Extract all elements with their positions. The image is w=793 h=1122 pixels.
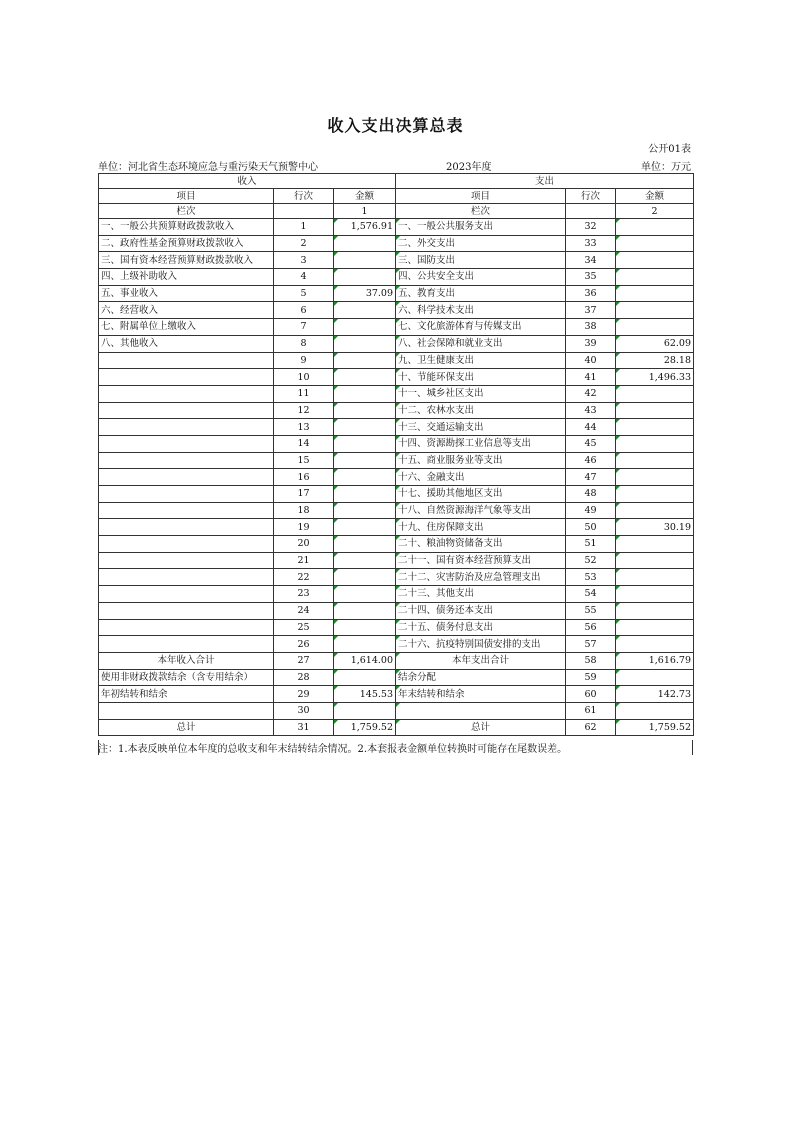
expense-item-label: 六、科学技术支出 [396,302,566,319]
report-year: 2023年度 [446,162,492,173]
expense-amount [616,235,694,252]
expense-item-label: 十四、资源勘探工业信息等支出 [396,435,566,452]
expense-row-no: 61 [566,702,616,719]
income-row-no: 26 [274,636,334,653]
table-row [99,335,694,352]
report-title: 收入支出决算总表 [327,116,464,135]
expense-row-no: 52 [566,552,616,569]
expense-amount [616,586,694,603]
expense-row-no: 47 [566,469,616,486]
expense-amount [616,552,694,569]
expense-row-no: 39 [566,335,616,352]
expense-row-no: 33 [566,235,616,252]
income-item-label [99,519,274,536]
income-item-label: 八、其他收入 [99,335,274,352]
expense-item-label: 十、节能环保支出 [396,369,566,386]
income-row-no: 5 [274,285,334,302]
table-row [99,319,694,336]
income-row-no: 8 [274,335,334,352]
income-row-no: 16 [274,469,334,486]
expense-row-no: 41 [566,369,616,386]
table-row [99,636,694,653]
income-item-label [99,385,274,402]
income-row-no: 4 [274,269,334,286]
income-row-no: 17 [274,486,334,503]
income-row-no: 15 [274,452,334,469]
income-column-index: 1 [334,204,396,219]
income-amount-header: 金额 [334,189,396,204]
income-item-label [99,402,274,419]
expense-row-no: 36 [566,285,616,302]
expense-item-label: 十三、交通运输支出 [396,419,566,436]
table-row [99,519,694,536]
expense-row-no: 57 [566,636,616,653]
expense-amount [616,569,694,586]
expense-item-label: 二十五、债务付息支出 [396,619,566,636]
reporting-unit: 单位：河北省生态环境应急与重污染天气预警中心 [98,162,318,173]
expense-item-label: 二十一、国有资本经营预算支出 [396,552,566,569]
income-amount [334,435,396,452]
income-item-label: 六、经营收入 [99,302,274,319]
income-item-label [99,536,274,553]
income-amount [334,536,396,553]
income-amount [334,252,396,269]
table-row [99,252,694,269]
expense-amount [616,419,694,436]
income-row-no: 9 [274,352,334,369]
income-row-no-blank [274,204,334,219]
table-row [99,419,694,436]
income-item-label: 七、附属单位上缴收入 [99,319,274,336]
income-row-no: 23 [274,586,334,603]
income-amount [334,269,396,286]
income-row-no: 13 [274,419,334,436]
income-item-label: 四、上级补助收入 [99,269,274,286]
table-row [99,552,694,569]
income-amount: 145.53 [334,686,396,703]
expense-amount: 1,496.33 [616,369,694,386]
income-row-no: 20 [274,536,334,553]
income-row-no: 27 [274,652,334,669]
expense-row-no: 54 [566,586,616,603]
expense-item-label: 十二、农林水支出 [396,402,566,419]
expense-item-label: 四、公共安全支出 [396,269,566,286]
income-amount [334,486,396,503]
note-border-right [692,740,693,755]
column-header-row [99,189,694,204]
expense-row-no: 35 [566,269,616,286]
expense-row-no: 44 [566,419,616,436]
expense-amount: 142.73 [616,686,694,703]
expense-row-no: 60 [566,686,616,703]
table-row [99,569,694,586]
expense-amount [616,302,694,319]
income-amount [334,235,396,252]
expense-amount [616,252,694,269]
expense-amount-header: 金额 [616,189,694,204]
expense-amount: 30.19 [616,519,694,536]
expense-amount [616,269,694,286]
expense-amount [616,285,694,302]
income-row-no: 2 [274,235,334,252]
income-expense-table [98,173,694,736]
expense-row-no: 34 [566,252,616,269]
income-row-no: 18 [274,502,334,519]
table-row [99,269,694,286]
income-amount [334,402,396,419]
expense-amount [616,385,694,402]
expense-amount [616,602,694,619]
income-row-no: 29 [274,686,334,703]
table-row [99,536,694,553]
summary-row [99,719,694,736]
expense-row-no: 51 [566,536,616,553]
expense-row-no: 40 [566,352,616,369]
summary-row [99,669,694,686]
expense-amount: 1,759.52 [616,719,694,736]
income-item-label [99,419,274,436]
income-row-no: 30 [274,702,334,719]
income-row-no: 3 [274,252,334,269]
income-amount [334,385,396,402]
income-amount [334,469,396,486]
expense-amount [616,619,694,636]
table-row [99,402,694,419]
table-row [99,235,694,252]
income-row-no: 7 [274,319,334,336]
table-row [99,285,694,302]
expense-item-label: 总计 [396,719,566,736]
income-amount [334,452,396,469]
income-amount [334,302,396,319]
income-amount [334,519,396,536]
income-item-label [99,552,274,569]
expense-item-label: 二十、粮油物资储备支出 [396,536,566,553]
expense-item-label: 结余分配 [396,669,566,686]
income-item-label [99,369,274,386]
expense-item-label: 二十二、灾害防治及应急管理支出 [396,569,566,586]
income-item-label [99,469,274,486]
income-row-no: 11 [274,385,334,402]
expense-row-no: 48 [566,486,616,503]
income-amount: 1,759.52 [334,719,396,736]
income-amount [334,669,396,686]
table-row [99,602,694,619]
income-item-label: 年初结转和结余 [99,686,274,703]
table-row [99,385,694,402]
income-row-no: 14 [274,435,334,452]
expense-row-no: 42 [566,385,616,402]
expense-item-label: 三、国防支出 [396,252,566,269]
income-item-label [99,636,274,653]
expense-amount: 28.18 [616,352,694,369]
income-row-no: 21 [274,552,334,569]
expense-amount [616,669,694,686]
table-row [99,586,694,603]
money-unit: 单位：万元 [641,162,691,173]
table-row [99,486,694,503]
summary-row [99,702,694,719]
expense-row-no-blank [566,204,616,219]
income-section-header: 收入 [99,174,396,189]
expense-amount: 1,616.79 [616,652,694,669]
expense-amount [616,402,694,419]
expense-item-label: 十七、援助其他地区支出 [396,486,566,503]
table-row [99,369,694,386]
expense-row-no: 46 [566,452,616,469]
income-row-no-header: 行次 [274,189,334,204]
income-item-header: 项目 [99,189,274,204]
expense-row-no-header: 行次 [566,189,616,204]
expense-row-no: 58 [566,652,616,669]
income-item-label: 三、国有资本经营预算财政拨款收入 [99,252,274,269]
expense-item-label: 九、卫生健康支出 [396,352,566,369]
income-row-no: 25 [274,619,334,636]
expense-item-label: 年末结转和结余 [396,686,566,703]
expense-item-label: 七、文化旅游体育与传媒支出 [396,319,566,336]
income-row-no: 28 [274,669,334,686]
income-item-label: 总计 [99,719,274,736]
expense-row-no: 37 [566,302,616,319]
expense-amount [616,636,694,653]
income-item-label [99,352,274,369]
income-item-label: 二、政府性基金预算财政拨款收入 [99,235,274,252]
income-amount [334,552,396,569]
income-amount [334,586,396,603]
expense-item-label: 十五、商业服务业等支出 [396,452,566,469]
expense-row-no: 59 [566,669,616,686]
expense-row-no: 50 [566,519,616,536]
income-item-label [99,435,274,452]
expense-row-no: 49 [566,502,616,519]
income-item-label [99,602,274,619]
expense-item-label: 十八、自然资源海洋气象等支出 [396,502,566,519]
expense-amount [616,319,694,336]
income-amount [334,619,396,636]
table-row [99,435,694,452]
form-code: 公开01表 [648,144,691,155]
expense-item-label: 二十四、债务还本支出 [396,602,566,619]
footnote: 注：1.本表反映单位本年度的总收支和年末结转结余情况。2.本套报表金额单位转换时可能存在尾数误差。 [98,744,568,755]
income-item-label: 一、一般公共预算财政拨款收入 [99,219,274,236]
expense-item-label: 八、社会保障和就业支出 [396,335,566,352]
income-row-no: 12 [274,402,334,419]
section-header-row [99,174,694,189]
income-amount [334,702,396,719]
income-row-no: 10 [274,369,334,386]
expense-item-label: 五、教育支出 [396,285,566,302]
expense-amount [616,502,694,519]
income-amount: 1,614.00 [334,652,396,669]
expense-item-label: 本年支出合计 [396,652,566,669]
expense-item-label: 一、一般公共服务支出 [396,219,566,236]
expense-item-label: 十九、住房保障支出 [396,519,566,536]
expense-item-label: 二十三、其他支出 [396,586,566,603]
table-row [99,502,694,519]
income-amount [334,352,396,369]
income-item-label: 使用非财政拨款结余（含专用结余） [99,669,274,686]
expense-section-header: 支出 [396,174,694,189]
expense-row-no: 55 [566,602,616,619]
income-item-label [99,702,274,719]
table-row [99,469,694,486]
expense-amount [616,435,694,452]
expense-item-label: 十一、城乡社区支出 [396,385,566,402]
income-row-no: 24 [274,602,334,619]
income-amount [334,636,396,653]
income-amount [334,419,396,436]
income-item-label [99,502,274,519]
income-amount: 1,576.91 [334,219,396,236]
expense-amount [616,452,694,469]
expense-row-no: 43 [566,402,616,419]
expense-item-label: 十六、金融支出 [396,469,566,486]
income-row-no: 31 [274,719,334,736]
income-item-label [99,486,274,503]
expense-row-no: 56 [566,619,616,636]
expense-item-label: 二十六、抗疫特别国债安排的支出 [396,636,566,653]
expense-amount [616,469,694,486]
summary-row [99,652,694,669]
table-body [99,174,694,736]
income-row-no: 1 [274,219,334,236]
expense-amount: 62.09 [616,335,694,352]
expense-item-label [396,702,566,719]
column-index-row [99,204,694,219]
income-item-label: 五、事业收入 [99,285,274,302]
income-item-label [99,619,274,636]
summary-row [99,686,694,703]
expense-row-no: 53 [566,569,616,586]
expense-amount [616,536,694,553]
table-row [99,219,694,236]
table-row [99,352,694,369]
income-column-no-label: 栏次 [99,204,274,219]
income-item-label [99,452,274,469]
table-row [99,302,694,319]
expense-row-no: 45 [566,435,616,452]
expense-column-index: 2 [616,204,694,219]
income-amount: 37.09 [334,285,396,302]
expense-row-no: 32 [566,219,616,236]
income-amount [334,319,396,336]
income-amount [334,335,396,352]
income-row-no: 6 [274,302,334,319]
expense-column-no-label: 栏次 [396,204,566,219]
expense-amount [616,219,694,236]
expense-item-label: 二、外交支出 [396,235,566,252]
income-item-label [99,569,274,586]
table-row [99,452,694,469]
income-row-no: 22 [274,569,334,586]
income-item-label [99,586,274,603]
table-row [99,619,694,636]
expense-row-no: 62 [566,719,616,736]
expense-row-no: 38 [566,319,616,336]
income-item-label: 本年收入合计 [99,652,274,669]
income-row-no: 19 [274,519,334,536]
expense-amount [616,486,694,503]
income-amount [334,369,396,386]
expense-amount [616,702,694,719]
income-amount [334,569,396,586]
income-amount [334,602,396,619]
income-amount [334,502,396,519]
expense-item-header: 项目 [396,189,566,204]
